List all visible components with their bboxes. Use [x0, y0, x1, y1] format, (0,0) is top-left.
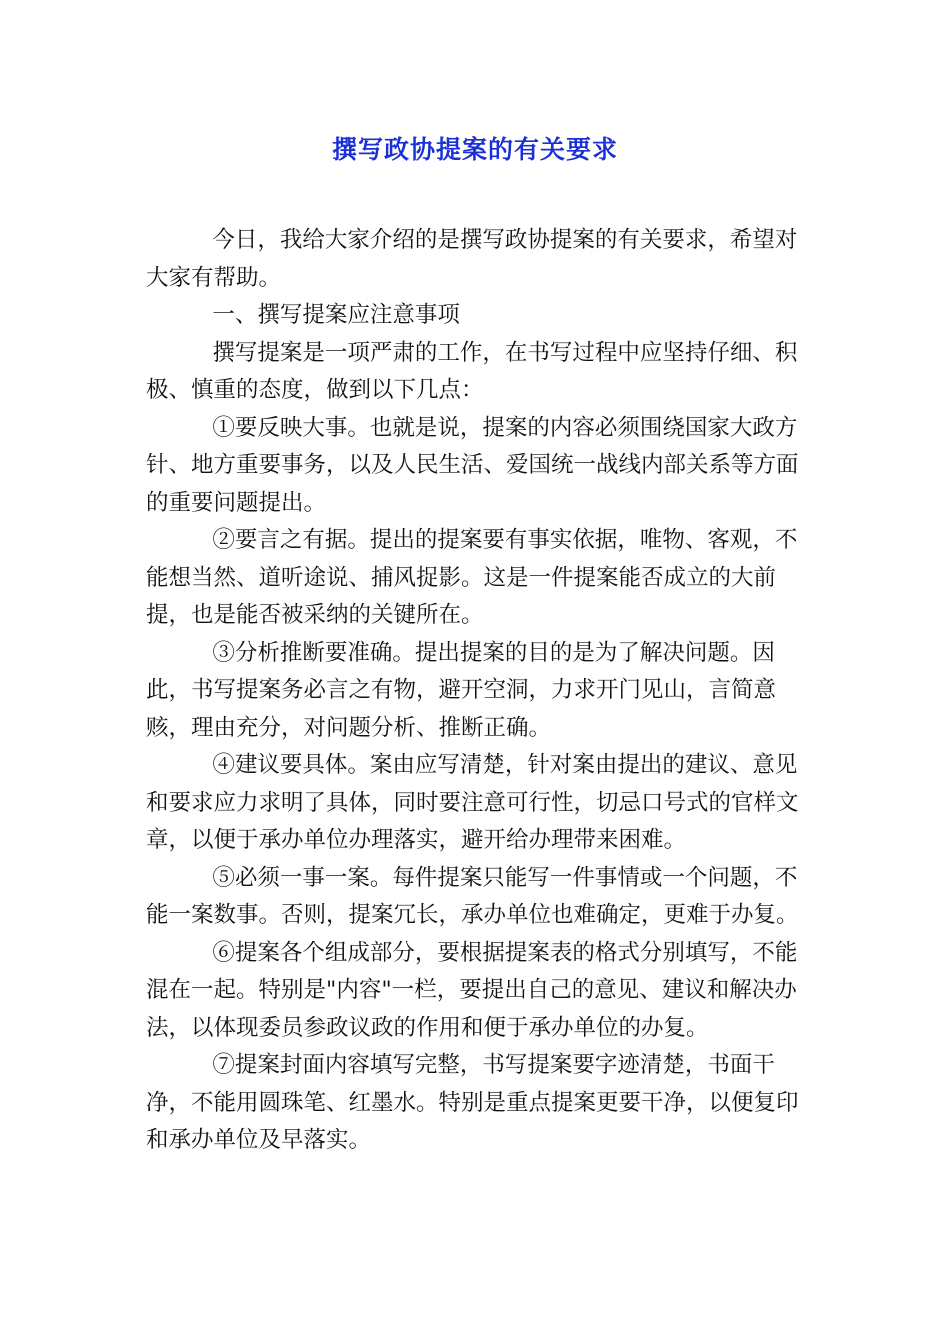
list-item-4: ④建议要具体。案由应写清楚，针对案由提出的建议、意见和要求应力求明了具体，同时要注意可行性，切忌口号式的官样文章，以便于承办单位办理落实，避开给办理带来困难。: [146, 752, 799, 853]
list-item-5: ⑤必须一事一案。每件提案只能写一件事情或一个问题，不能一案数事。否则，提案冗长，承办单位也难确定，更难于办复。: [146, 864, 799, 928]
list-item-6: ⑥提案各个组成部分，要根据提案表的格式分别填写，不能混在一起。特别是"内容"一栏，要提出自己的意见、建议和解决办法，以体现委员参政议政的作用和便于承办单位的办复。: [146, 939, 798, 1041]
document-body: [146, 222, 810, 1160]
list-item-3: ③分析推断要准确。提出提案的目的是为了解决问题。因此，书写提案务必言之有物，避开空洞，力求开门见山，言简意赅，理由充分，对问题分析、推断正确。: [146, 639, 777, 741]
document-title: 撰写政协提案的有关要求: [331, 135, 618, 164]
list-item-2: ②要言之有据。提出的提案要有事实依据，唯物、客观，不能想当然、道听途说、捕风捉影。这是一件提案能否成立的大前提，也是能否被采纳的关键所在。: [146, 527, 798, 628]
paragraph-intro: 今日，我给大家介绍的是撰写政协提案的有关要求，希望对大家有帮助。: [146, 227, 798, 291]
paragraph: 撰写提案是一项严肃的工作，在书写过程中应坚持仔细、积极、慎重的态度，做到以下几点：: [146, 339, 798, 403]
section-heading: 一、撰写提案应注意事项: [212, 302, 460, 328]
list-item-1: ①要反映大事。也就是说，提案的内容必须围绕国家大政方针、地方重要事务，以及人民生活、爱国统一战线内部关系等方面的重要问题提出。: [146, 414, 799, 516]
list-item-7: ⑦提案封面内容填写完整，书写提案要字迹清楚，书面干净，不能用圆珠笔、红墨水。特别是重点提案更要干净，以便复印和承办单位及早落实。: [146, 1052, 799, 1153]
